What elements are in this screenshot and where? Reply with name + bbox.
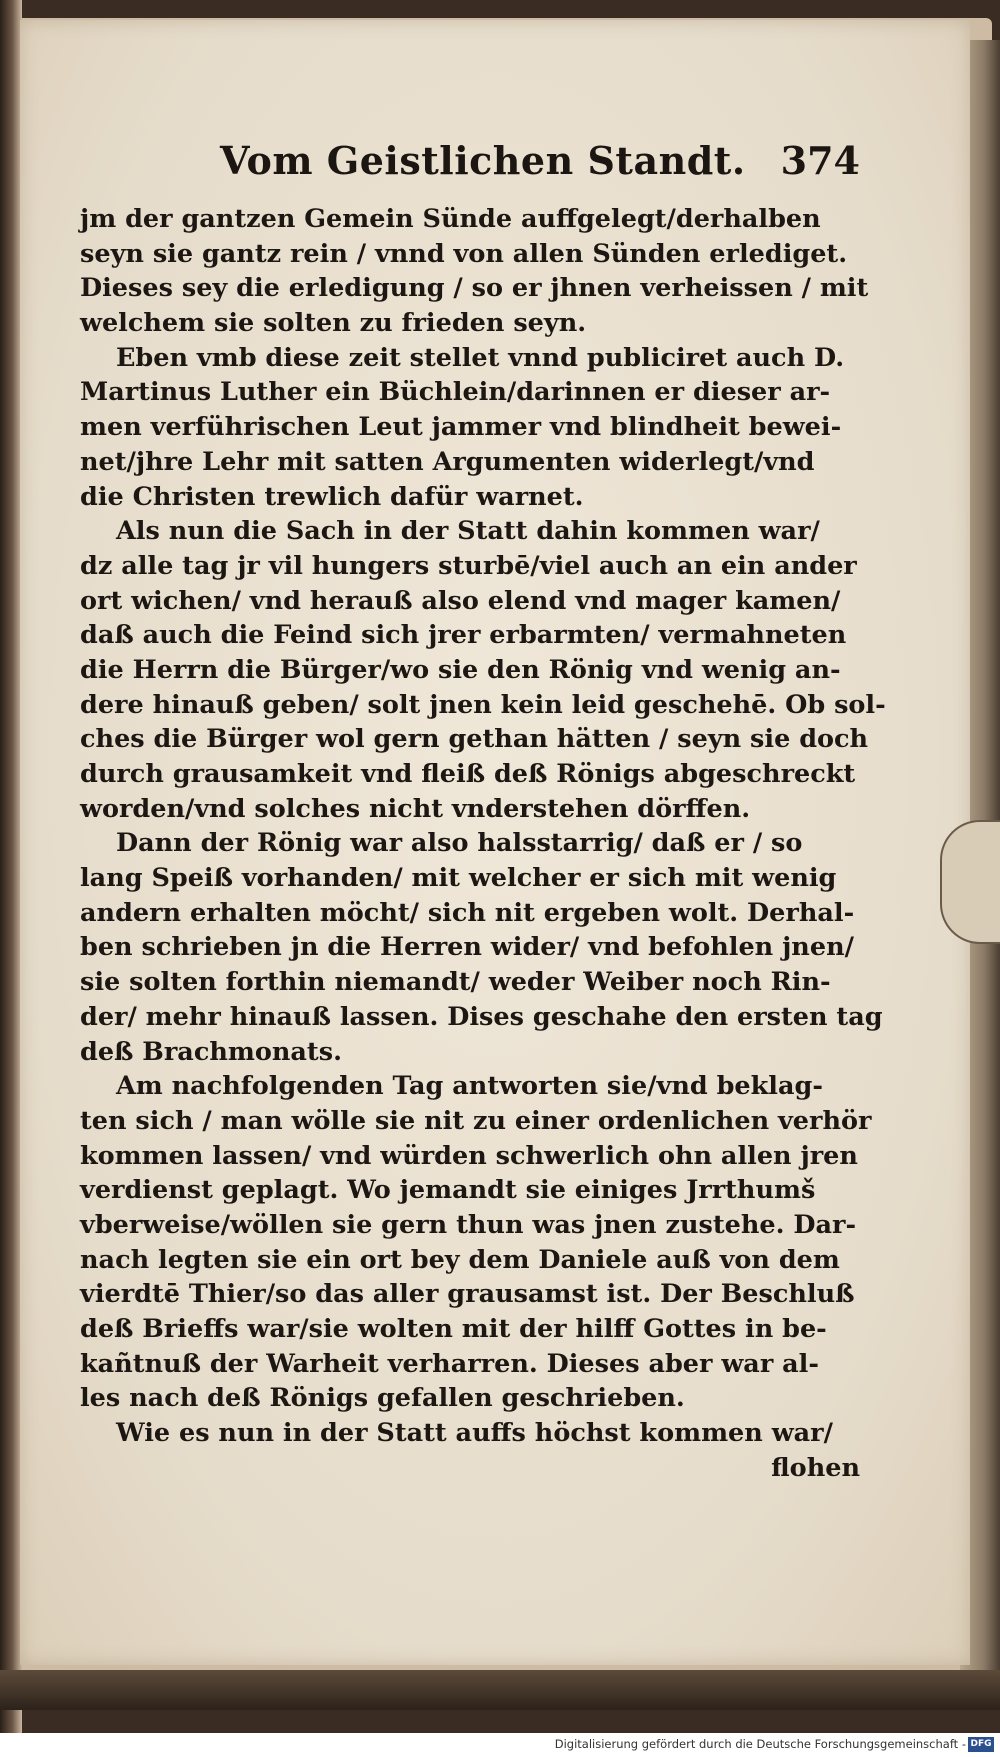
text-line: net/jhre Lehr mit satten Argumenten widerlegt/vnd [80, 446, 815, 477]
text-line: Dann der Rönig war also halsstarrig/ daß er / so [116, 828, 803, 859]
text-line: welchem sie solten zu frieden seyn. [80, 308, 587, 339]
text-line: dz alle tag jr vil hungers sturbē/viel auch an ein ander [80, 550, 857, 581]
body-text [80, 202, 886, 1485]
digitization-credit: Digitalisierung gefördert durch die Deutsche Forschungsgemeinschaft - [554, 1737, 966, 1751]
dfg-logo: DFG [968, 1737, 994, 1752]
text-line: lang Speiß vorhanden/ mit welcher er sich mit wenig [80, 863, 837, 894]
text-line: daß auch die Feind sich jrer erbarmten/ vermahneten [80, 620, 847, 651]
text-line: deß Brieffs war/sie wolten mit der hilff Gottes in be- [80, 1314, 827, 1344]
text-line: Als nun die Sach in der Statt dahin kommen war/ [116, 516, 820, 547]
text-line: worden/vnd solches nicht vnderstehen dörffen. [80, 793, 751, 824]
text-line: Eben vmb diese zeit stellet vnnd publiciret auch D. [116, 342, 845, 373]
text-line: ben schrieben jn die Herren wider/ vnd befohlen jnen/ [80, 932, 854, 963]
text-line: ten sich / man wölle sie nit zu einer ordenlichen verhör [80, 1105, 872, 1136]
text-line: Wie es nun in der Statt auffs höchst kommen war/ [116, 1418, 833, 1449]
page-number: 374 [780, 138, 860, 183]
text-line: Dieses sey die erledigung / so er jhnen verheissen / mit [80, 273, 869, 304]
text-line: der/ mehr hinauß lassen. Dises geschahe den ersten tag [80, 1001, 883, 1032]
text-line: die Christen trewlich dafür warnet. [80, 481, 584, 512]
text-line: kommen lassen/ vnd würden schwerlich ohn allen jren [80, 1140, 858, 1171]
text-line: jm der gantzen Gemein Sünde auffgelegt/derhalben [80, 204, 821, 234]
text-line: seyn sie gantz rein / vnnd von allen Sünden erlediget. [80, 238, 848, 269]
page-header [100, 138, 860, 188]
binding-edge [0, 0, 22, 1757]
text-line: men verführischen Leut jammer vnd blindheit bewei- [80, 412, 842, 443]
text-line: durch grausamkeit vnd fleiß deß Rönigs abgeschreckt [80, 759, 856, 789]
text-line: verdienst geplagt. Wo jemandt sie einiges Jrrthumš [80, 1175, 816, 1206]
text-line: die Herrn die Bürger/wo sie den Rönig vnd wenig an- [80, 654, 841, 685]
text-line: les nach deß Rönigs gefallen geschrieben. [80, 1383, 685, 1414]
text-line: deß Brachmonats. [80, 1036, 342, 1067]
text-line: Martinus Luther ein Büchlein/darinnen er dieser ar- [80, 377, 831, 408]
page-tab-clip [940, 820, 1000, 944]
text-line: andern erhalten möcht/ sich nit ergeben wolt. Derhal- [80, 897, 855, 928]
running-head: Vom Geistlichen Standt. [220, 138, 746, 183]
text-line: ches die Bürger wol gern gethan hätten / seyn sie doch [80, 724, 869, 755]
text-line: vierdtē Thier/so das aller grausamst ist. Der Beschluß [80, 1279, 855, 1310]
text-line: flohen [771, 1452, 860, 1483]
text-line: sie solten forthin niemandt/ weder Weiber noch Rin- [80, 967, 831, 998]
text-line: vberweise/wöllen sie gern thun was jnen zustehe. Dar- [80, 1209, 857, 1240]
text-line: nach legten sie ein ort bey dem Daniele auß von dem [80, 1244, 840, 1275]
text-line: ort wichen/ vnd herauß also elend vnd mager kamen/ [80, 585, 841, 616]
text-line: Am nachfolgenden Tag antworten sie/vnd beklag- [116, 1071, 823, 1102]
text-line: dere hinauß geben/ solt jnen kein leid geschehē. Ob sol- [80, 689, 886, 720]
digitization-footer [0, 1733, 1000, 1757]
text-line: kañtnuß der Warheit verharren. Dieses aber war al- [80, 1348, 819, 1379]
book-bottom-edge [0, 1670, 1000, 1710]
book-page [20, 20, 970, 1665]
